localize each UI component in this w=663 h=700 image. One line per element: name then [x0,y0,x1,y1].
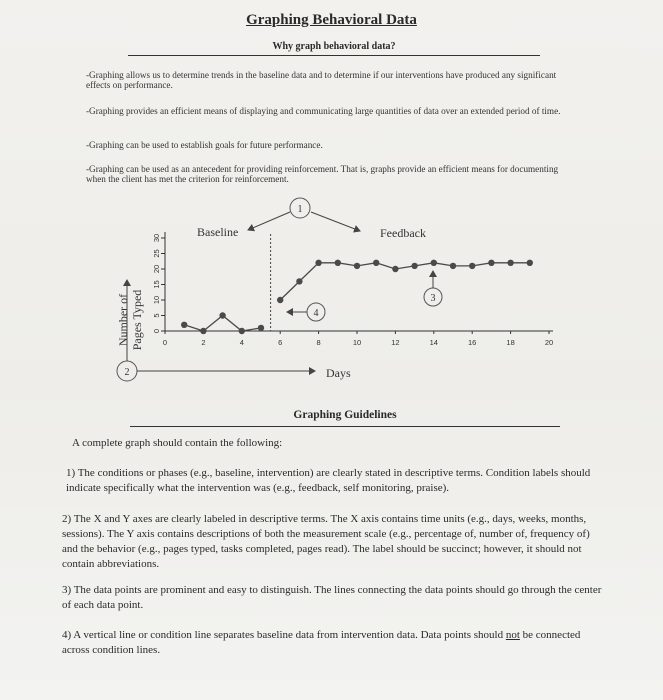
x-tick-label: 16 [468,338,477,347]
paragraph-trends: -Graphing allows us to determine trends in the baseline data and to determine if our interventions have produced any significant effects on performance. [86,70,557,90]
y-tick-label: 5 [152,313,161,318]
callout-3 [424,288,442,306]
y-axis-label-line1: Number of [116,293,130,347]
paragraph-efficient: -Graphing provides an efficient means of displaying and communicating large quantities of data over an extended period of time. [86,106,561,116]
x-tick-label: 12 [391,338,400,347]
x-tick-label: 18 [506,338,515,347]
guidelines-intro: A complete graph should contain the following: [72,437,283,449]
guideline-item-2: 2) The X and Y axes are clearly labeled in descriptive terms. The X axis contains time units (e.g., days, weeks, months, sessions). The Y axis contains descriptions of both the measurement scale (e.g., percentage of, number of, frequency of) and the behavior (e.g., pages typed, tasks completed, pages read). The label should be succinct; however, it should not contain abbreviations. [62,513,590,570]
callout-2 [117,361,137,381]
guideline-item-1: 1) The conditions or phases (e.g., baseline, intervention) are clearly stated in descriptive terms. Condition labels should indicate specifically what the intervention was (e.g., feedback, self monitoring, praise). [66,467,591,494]
x-tick-label: 6 [278,338,283,347]
data-point [469,263,475,269]
data-point [219,312,225,318]
y-tick-label: 25 [152,249,161,258]
y-tick-label: 20 [152,264,161,274]
data-point [431,260,437,266]
data-point [335,260,341,266]
guideline-item-3: 3) The data points are prominent and easy to distinguish. The lines connecting the data points should go through the center of each data point. [62,584,602,611]
section-subtitle: Why graph behavioral data? [128,41,540,56]
callout-4 [307,303,325,321]
callout-1 [290,198,310,218]
x-axis-label: Days [326,366,351,380]
phase-label-feedback: Feedback [380,226,426,240]
data-point [507,260,513,266]
data-point [354,263,360,269]
y-axis-label-line2: Pages Typed [130,289,144,351]
y-tick-label: 30 [152,233,161,243]
callout-3-label: 3 [430,293,436,304]
data-point [181,322,187,328]
guideline-item-4-after: be connected across condition lines. [62,629,581,656]
y-tick-label: 10 [152,295,161,305]
data-point [277,297,283,303]
data-point [315,260,321,266]
data-point [527,260,533,266]
chart-axes [152,232,553,347]
x-tick-label: 4 [239,338,244,347]
guideline-item-4-not: not [505,629,520,641]
callout-2-label: 2 [124,367,130,378]
callout-1-label: 1 [297,204,303,215]
behavior-chart [0,190,663,405]
x-tick-label: 20 [544,338,554,347]
data-point [200,328,206,334]
chart-marks [181,260,533,335]
x-tick-label: 10 [352,338,362,347]
data-point [392,266,398,272]
guidelines-heading: Graphing Guidelines [130,409,560,427]
data-point [239,328,245,334]
x-tick-label: 8 [316,338,321,347]
data-point [411,263,417,269]
data-point [373,260,379,266]
y-tick-label: 15 [152,280,161,289]
data-point [258,325,264,331]
x-tick-label: 2 [201,338,206,347]
x-tick-label: 0 [162,338,168,347]
page-title: Graphing Behavioral Data [246,12,417,28]
guideline-item-4-before: 4) A vertical line or condition line separates baseline data from intervention data. Data points should [62,629,506,641]
x-tick-label: 14 [429,338,438,347]
paragraph-antecedent: -Graphing can be used as an antecedent for providing reinforcement. That is, graphs provide an efficient means for documenting when the client has met the criterion for reinforcement. [86,164,559,184]
data-point [450,263,456,269]
callout-4-label: 4 [313,308,319,319]
y-tick-label: 0 [152,328,161,334]
data-point [488,260,494,266]
data-point [296,278,302,284]
phase-label-baseline: Baseline [197,225,239,239]
paragraph-goals: -Graphing can be used to establish goals for future performance. [86,140,323,150]
series-line-feedback [280,263,530,300]
guideline-item-4 [62,628,607,658]
